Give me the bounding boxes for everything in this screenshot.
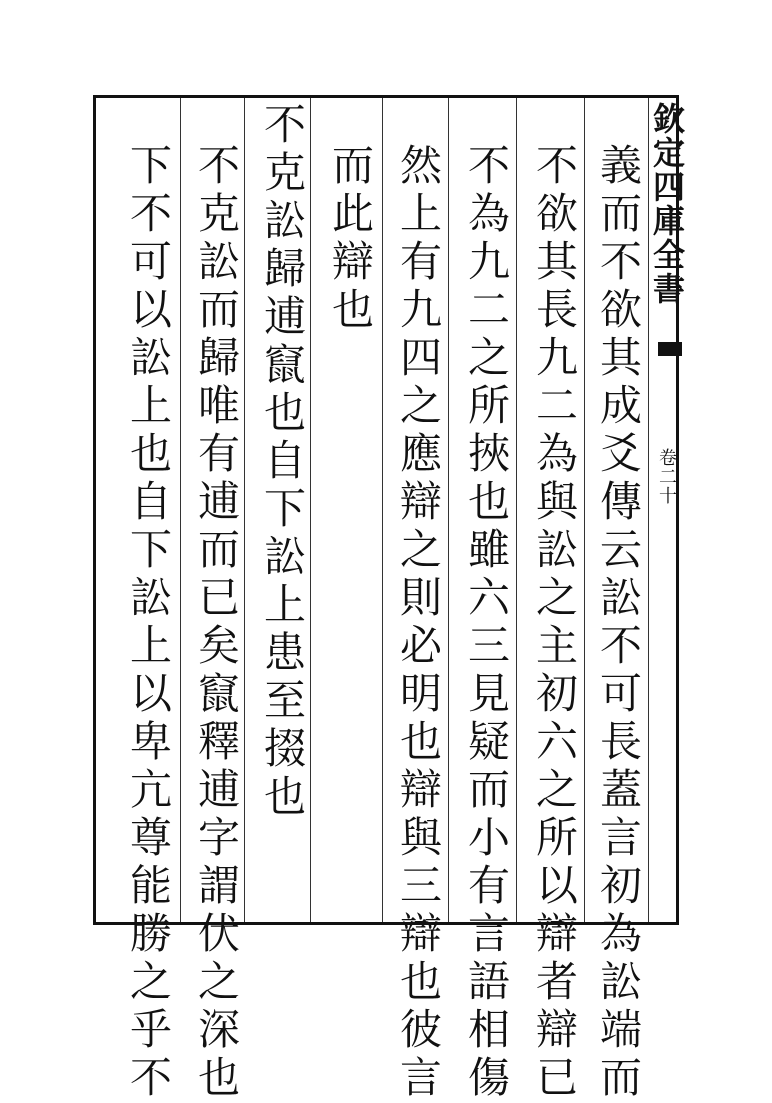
text-column-2: 不欲其長九二為與訟之主初六之所以辯者辯已 [530,143,579,1103]
column-divider [516,98,517,922]
text-column-3: 不為九二之所挾也雖六三見疑而小有言語相傷 [462,143,511,1103]
column-divider [382,98,383,922]
text-column-1: 義而不欲其成爻傳云訟不可長蓋言初為訟端而 [594,143,643,1103]
column-divider [310,98,311,922]
page-frame [93,95,686,1103]
text-column-6: 不克訟歸逋竄也自下訟上患至掇也 [258,102,307,822]
volume-label: 卷二十 [656,448,677,505]
text-column-4: 然上有九四之應辯之則必明也辯與三辯也彼言 [394,143,443,1103]
column-divider [448,98,449,922]
text-column-8: 下不可以訟上也自下訟上以卑亢尊能勝之乎不 [124,143,173,1103]
text-column-7: 不克訟而歸唯有逋而已矣竄釋逋字謂伏之深也 [192,143,241,1103]
text-column-5: 而此辯也 [326,143,375,335]
column-divider [180,98,181,922]
book-title: 欽定四庫全書 [648,102,686,306]
fishtail-mark [658,342,682,356]
column-divider [584,98,585,922]
column-divider [244,98,245,922]
